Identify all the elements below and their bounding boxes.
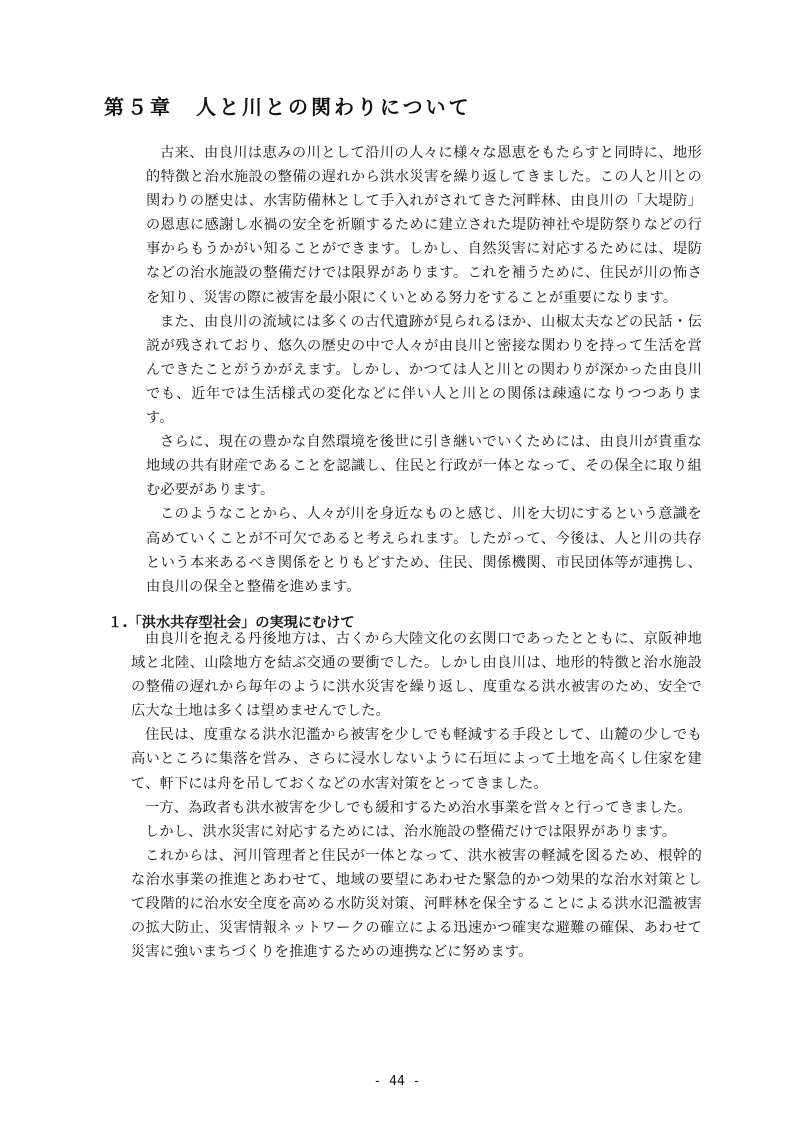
section-body (131, 627, 702, 964)
chapter-intro (146, 141, 702, 599)
intro-paragraph: 古来、由良川は恵みの川として沿川の人々に様々な恩恵をもたらすと同時に、地形的特徴と治水施設の整備の遅れから洪水災害を繰り返してきました。この人と川との関わりの歴史は、水害防備林として手入れがされてきた河畔林、由良川の「大堤防」の恩恵に感謝し水禍の安全を祈願するために建立された堤防神社や堤防祭りなどの行事からもうかがい知ることができます。しかし、自然災害に対応するためには、堤防などの治水施設の整備だけでは限界があります。これを補うために、住民が川の怖さを知り、災害の際に被害を最小限にくいとめる努力をすることが重要になります。 (146, 145, 702, 306)
intro-paragraph: また、由良川の流域には多くの古代遺跡が見られるほか、山椒太夫などの民話・伝説が残されており、悠久の歴史の中で人々が由良川と密接な関わりを持って生活を営んできたことがうかがえます。しかし、かつては人と川との関わりが深かった由良川でも、近年では生活様式の変化などに伴い人と川との関係は疎遠になりつつあります。 (146, 313, 702, 427)
section-heading: １.「洪水共存型社会」の実現にむけて (108, 615, 355, 631)
section-paragraph: 住民は、度重なる洪水氾濫から被害を少しでも軽減する手段として、山麓の少しでも高いところに集落を営み、さらに浸水しないように石垣によって土地を高くし住家を建て、軒下には舟を吊しておくなどの水害対策をとってきました。 (131, 727, 702, 792)
page-number: - 44 - (373, 1074, 421, 1089)
intro-paragraph: このようなことから、人々が川を身近なものと感じ、川を大切にするという意識を高めていくことが不可欠であると考えられます。したがって、今後は、人と川の共存という本来あるべき関係をとりもどすため、住民、関係機関、市民団体等が連携し、由良川の保全と整備を進めます。 (146, 506, 702, 595)
section-paragraph: これからは、河川管理者と住民が一体となって、洪水被害の軽減を図るため、根幹的な治水事業の推進とあわせて、地域の要望にあわせた緊急的かつ効果的な治水対策として段階的に治水安全度を高める水防災対策、河畔林を保全することによる洪水氾濫被害の拡大防止、災害情報ネットワークの確立による迅速かつ確実な避難の確保、あわせて災害に強いまちづくりを推進するための連携などに努めます。 (131, 847, 702, 961)
intro-paragraph: さらに、現在の豊かな自然環境を後世に引き継いでいくためには、由良川が貴重な地域の共有財産であることを認識し、住民と行政が一体となって、その保全に取り組む必要があります。 (146, 434, 702, 499)
section-paragraph: 一方、為政者も洪水被害を少しでも緩和するため治水事業を営々と行ってきました。 (145, 799, 692, 816)
section-paragraph: 由良川を抱える丹後地方は、古くから大陸文化の玄関口であったとともに、京阪神地域と北陸、山陰地方を結ぶ交通の要衝でした。しかし由良川は、地形的特徴と治水施設の整備の遅れから毎年のように洪水災害を繰り返し、度重なる洪水被害のため、安全で広大な土地は多くは望めませんでした。 (131, 631, 702, 720)
chapter-title: 第５章 人と川との関わりについて (104, 95, 472, 119)
section-paragraph: しかし、洪水災害に対応するためには、治水施設の整備だけでは限界があります。 (145, 823, 677, 840)
